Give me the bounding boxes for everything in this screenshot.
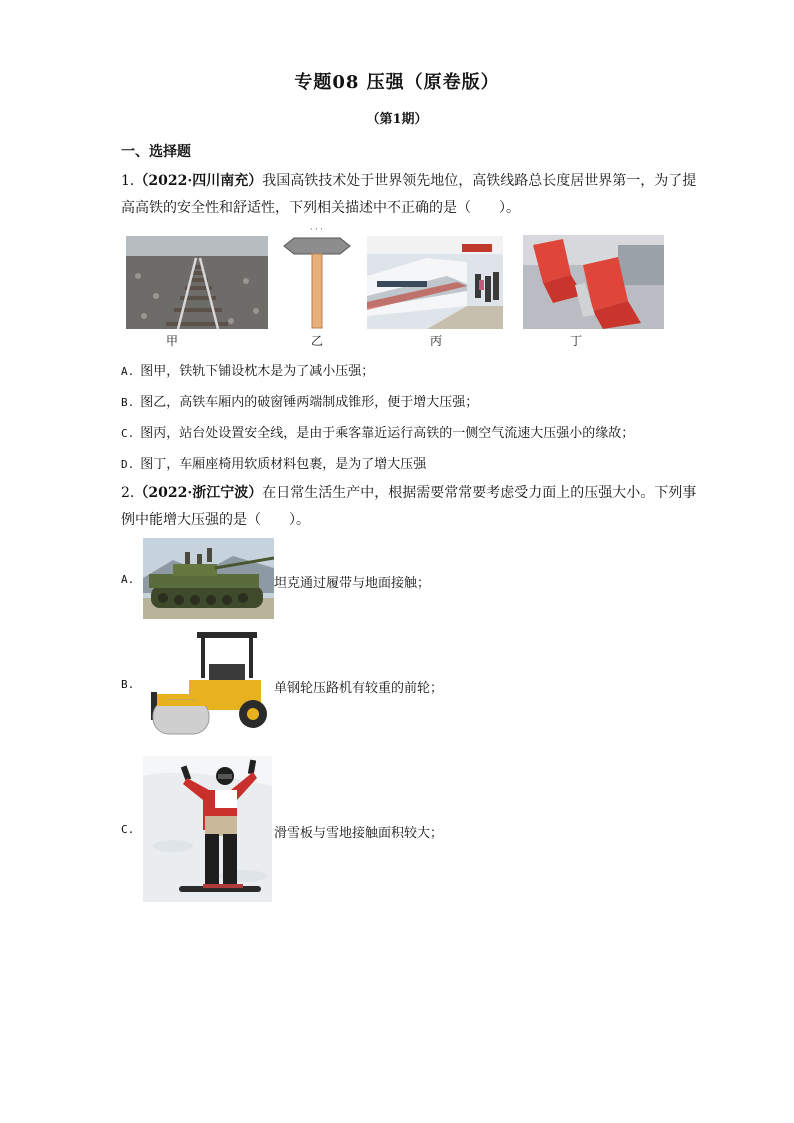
snowboarder-image xyxy=(143,756,272,902)
option-text: 图丙，站台处设置安全线，是由于乘客靠近运行高铁的一侧空气流速大压强小的缘故； xyxy=(140,426,635,441)
option-text: 图丁，车厢座椅用软质材料包裹，是为了增大压强 xyxy=(140,457,427,472)
option-letter: A. xyxy=(121,573,135,586)
option-letter: B. xyxy=(121,678,135,691)
option-c xyxy=(121,422,634,441)
option-text: 坦克通过履带与地面接触； xyxy=(274,576,431,591)
page-title: 专题08 压强（原卷版） xyxy=(294,72,500,93)
tank-image xyxy=(143,538,274,619)
option-a xyxy=(121,360,374,379)
option-d xyxy=(121,453,426,472)
window-hammer-image xyxy=(282,226,352,330)
question-number: 1. xyxy=(121,173,135,189)
option-letter: D. xyxy=(121,458,135,471)
question-number: 2. xyxy=(121,485,135,501)
option-letter: C. xyxy=(121,823,135,836)
image-caption: 丙 xyxy=(429,334,442,348)
question-stem-line: 在日常生活生产中，根据需要常常要考虑受力面上的压强大小。下列事 xyxy=(262,485,697,501)
option-b xyxy=(121,391,478,410)
option-letter: B. xyxy=(121,396,135,409)
question-1-stem xyxy=(121,168,701,222)
image-caption: 乙 xyxy=(310,334,323,348)
question-source: （2022·四川南充） xyxy=(134,173,263,189)
option-text: 单钢轮压路机有较重的前轮； xyxy=(274,681,444,696)
option-text: 滑雪板与雪地接触面积较大； xyxy=(274,826,444,841)
train-seat-image xyxy=(523,235,664,329)
section-heading: 一、选择题 xyxy=(121,144,191,160)
question-stem-line: 我国高铁技术处于世界领先地位，高铁线路总长度居世界第一，为了提 xyxy=(262,173,697,189)
question-2-stem xyxy=(121,480,701,534)
svg-text:· · ·: · · · xyxy=(310,226,323,234)
high-speed-train-station-image xyxy=(367,236,503,329)
option-letter: C. xyxy=(121,427,135,440)
option-text: 图甲，铁轨下铺设枕木是为了减小压强； xyxy=(140,364,375,379)
railway-track-image xyxy=(126,236,268,329)
question-stem-line: 高高铁的安全性和舒适性，下列相关描述中不正确的是（ ）。 xyxy=(121,200,520,216)
page-subtitle: （第1期） xyxy=(366,112,428,127)
option-letter: A. xyxy=(121,365,135,378)
question-source: （2022·浙江宁波） xyxy=(134,485,263,501)
image-caption: 丁 xyxy=(569,334,582,348)
option-text: 图乙，高铁车厢内的破窗锤两端制成锥形，便于增大压强； xyxy=(140,395,479,410)
road-roller-image xyxy=(143,628,272,737)
question-stem-line: 例中能增大压强的是（ ）。 xyxy=(121,512,310,528)
image-caption: 甲 xyxy=(165,334,178,348)
